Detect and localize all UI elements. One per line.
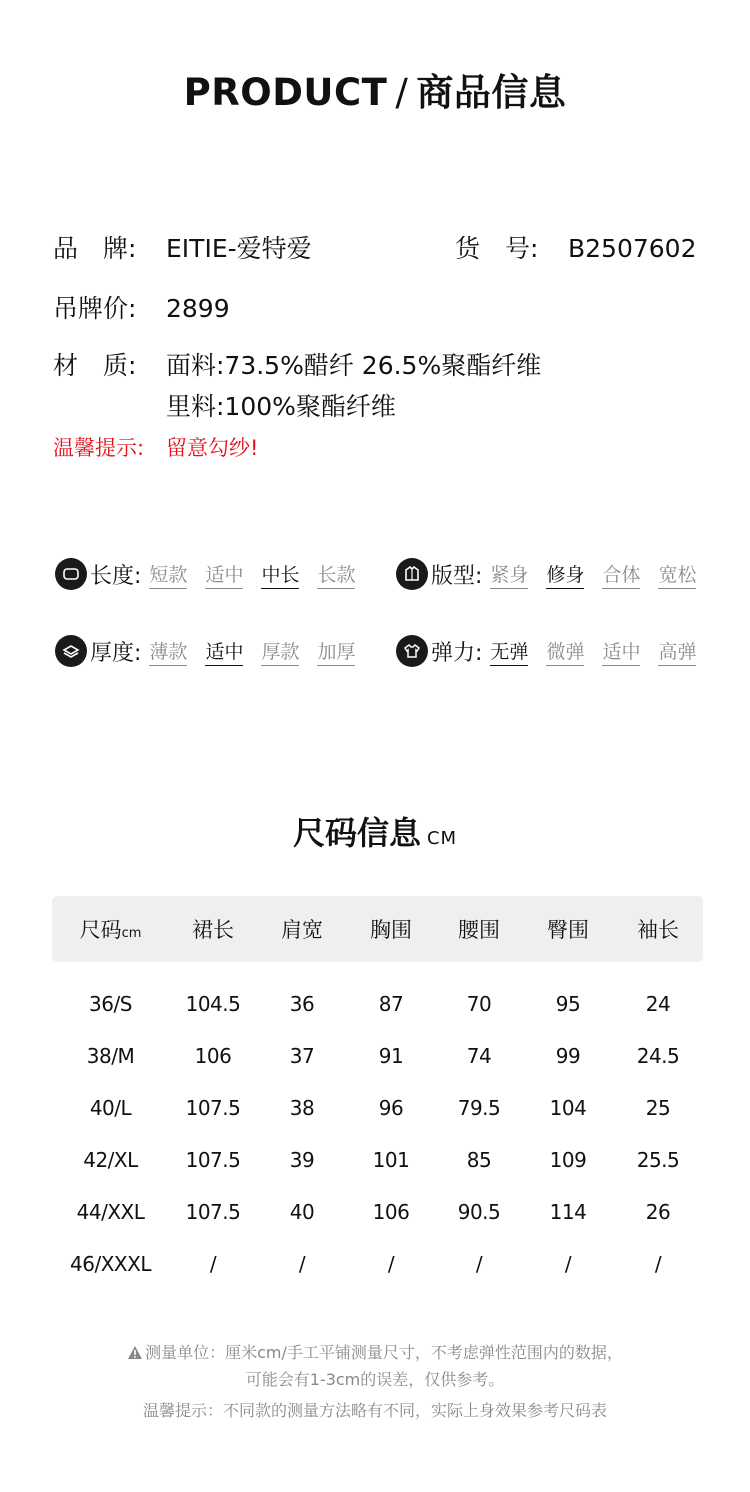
length-options bbox=[149, 560, 355, 589]
thickness-option-extra-thick: 加厚 bbox=[317, 637, 355, 666]
size-title-unit: CM bbox=[426, 828, 458, 849]
thickness-option-thin: 薄款 bbox=[149, 637, 187, 666]
table-cell: 101 bbox=[372, 1148, 410, 1172]
table-cell: 109 bbox=[549, 1148, 587, 1172]
material-row bbox=[53, 346, 541, 382]
attribute-row-2 bbox=[55, 633, 715, 669]
table-row bbox=[52, 978, 703, 1030]
brand-label: 品 牌: bbox=[53, 234, 137, 263]
product-title bbox=[0, 62, 750, 116]
price-label: 吊牌价: bbox=[53, 294, 137, 323]
fit-option-slim: 修身 bbox=[546, 560, 584, 589]
table-cell: 26 bbox=[645, 1200, 671, 1224]
table-cell: 40 bbox=[289, 1200, 315, 1224]
thickness-label: 厚度: bbox=[90, 640, 142, 666]
length-attribute bbox=[55, 556, 355, 592]
table-cell: 24 bbox=[645, 992, 671, 1016]
table-cell: / bbox=[475, 1252, 483, 1276]
table-cell: 85 bbox=[466, 1148, 492, 1172]
fit-attribute bbox=[396, 556, 696, 592]
brand-value: EITIE-爱特爱 bbox=[166, 234, 312, 263]
table-cell: 91 bbox=[378, 1044, 404, 1068]
fit-option-loose: 宽松 bbox=[658, 560, 696, 589]
elasticity-label: 弹力: bbox=[431, 640, 483, 666]
size-table bbox=[52, 896, 703, 1290]
table-cell: 104.5 bbox=[185, 992, 241, 1016]
table-cell: 107.5 bbox=[185, 1148, 241, 1172]
thickness-option-thick: 厚款 bbox=[261, 637, 299, 666]
sku-value: B2507602 bbox=[568, 234, 697, 263]
table-cell: / bbox=[564, 1252, 572, 1276]
length-option-medium: 适中 bbox=[205, 560, 243, 589]
brand-row bbox=[53, 229, 312, 265]
table-row bbox=[52, 1030, 703, 1082]
table-cell: / bbox=[298, 1252, 306, 1276]
sku-row bbox=[455, 229, 697, 265]
note-line-1-text: 测量单位：厘米cm/手工平铺测量尺寸，不考虑弹性范围内的数据， bbox=[145, 1343, 623, 1362]
fit-option-tight: 紧身 bbox=[490, 560, 528, 589]
table-cell: 46/XXXL bbox=[70, 1252, 151, 1276]
table-cell: 40/L bbox=[89, 1096, 132, 1120]
table-cell: 104 bbox=[549, 1096, 587, 1120]
price-value: 2899 bbox=[166, 294, 230, 323]
size-table-header bbox=[52, 896, 703, 962]
product-title-en: PRODUCT bbox=[183, 71, 388, 114]
header-hip: 臀围 bbox=[547, 918, 589, 942]
elasticity-option-slight: 微弹 bbox=[546, 637, 584, 666]
warning-label: 温馨提示: bbox=[53, 436, 145, 460]
sku-label: 货 号: bbox=[455, 234, 539, 263]
folded-shirt-icon bbox=[396, 558, 428, 590]
table-cell: 87 bbox=[378, 992, 404, 1016]
fit-option-regular: 合体 bbox=[602, 560, 640, 589]
table-row bbox=[52, 1082, 703, 1134]
fit-label: 版型: bbox=[431, 563, 483, 589]
header-size: 尺码cm bbox=[79, 918, 142, 942]
length-option-short: 短款 bbox=[149, 560, 187, 589]
material-line-2: 里料:100%聚酯纤维 bbox=[166, 392, 396, 421]
measurement-note-3: 温馨提示：不同款的测量方法略有不同，实际上身效果参考尺码表 bbox=[142, 1401, 607, 1420]
table-cell: 37 bbox=[289, 1044, 315, 1068]
fit-options bbox=[490, 560, 696, 589]
header-shoulder-width: 肩宽 bbox=[281, 918, 323, 942]
table-cell: 44/XXL bbox=[76, 1200, 145, 1224]
elasticity-option-high: 高弹 bbox=[658, 637, 696, 666]
material-line-1: 面料:73.5%醋纤 26.5%聚酯纤维 bbox=[166, 351, 542, 380]
table-cell: 25.5 bbox=[636, 1148, 680, 1172]
elasticity-options bbox=[490, 637, 696, 666]
table-cell: 38 bbox=[289, 1096, 315, 1120]
table-cell: / bbox=[387, 1252, 395, 1276]
header-skirt-length: 裙长 bbox=[192, 918, 234, 942]
table-cell: 106 bbox=[372, 1200, 410, 1224]
table-cell: 79.5 bbox=[457, 1096, 501, 1120]
table-cell: 106 bbox=[194, 1044, 232, 1068]
skirt-icon bbox=[55, 558, 87, 590]
size-title-text: 尺码信息 bbox=[292, 814, 421, 852]
measurement-note-2: 可能会有1-3cm的误差，仅供参考。 bbox=[245, 1370, 505, 1389]
table-cell: 107.5 bbox=[185, 1200, 241, 1224]
header-sleeve-length: 袖长 bbox=[637, 918, 679, 942]
elasticity-option-medium: 适中 bbox=[602, 637, 640, 666]
table-cell: / bbox=[654, 1252, 662, 1276]
table-cell: 42/XL bbox=[83, 1148, 138, 1172]
table-cell: 38/M bbox=[86, 1044, 135, 1068]
length-option-long: 长款 bbox=[317, 560, 355, 589]
price-row bbox=[53, 289, 230, 325]
table-cell: 24.5 bbox=[636, 1044, 680, 1068]
thickness-attribute bbox=[55, 633, 355, 669]
elasticity-attribute bbox=[396, 633, 696, 669]
attribute-row-1 bbox=[55, 556, 715, 592]
length-option-mid-long: 中长 bbox=[261, 560, 299, 589]
table-row bbox=[52, 1238, 703, 1290]
material-row-2 bbox=[53, 387, 396, 423]
table-cell: 107.5 bbox=[185, 1096, 241, 1120]
table-cell: 96 bbox=[378, 1096, 404, 1120]
table-cell: 39 bbox=[289, 1148, 315, 1172]
measurement-note-1 bbox=[0, 1340, 750, 1364]
table-cell: 99 bbox=[555, 1044, 581, 1068]
warning-text: 留意勾纱! bbox=[166, 436, 259, 460]
table-cell: 74 bbox=[466, 1044, 492, 1068]
table-cell: 36 bbox=[289, 992, 315, 1016]
table-cell: 25 bbox=[645, 1096, 671, 1120]
product-title-cn: 商品信息 bbox=[416, 71, 567, 114]
header-waist: 腰围 bbox=[458, 918, 500, 942]
table-cell: 114 bbox=[549, 1200, 587, 1224]
header-bust: 胸围 bbox=[370, 918, 412, 942]
t-shirt-icon bbox=[396, 635, 428, 667]
elasticity-option-none: 无弹 bbox=[490, 637, 528, 666]
warning-triangle-icon bbox=[127, 1345, 143, 1364]
table-row bbox=[52, 1186, 703, 1238]
material-label: 材 质: bbox=[53, 351, 137, 380]
thickness-option-medium: 适中 bbox=[205, 637, 243, 666]
length-label: 长度: bbox=[90, 563, 142, 589]
size-section-title bbox=[0, 808, 750, 854]
size-table-body bbox=[52, 962, 703, 1290]
table-cell: / bbox=[209, 1252, 217, 1276]
title-separator: / bbox=[395, 71, 409, 114]
fabric-layers-icon bbox=[55, 635, 87, 667]
table-cell: 36/S bbox=[89, 992, 132, 1016]
warning-row bbox=[53, 432, 258, 462]
table-cell: 90.5 bbox=[457, 1200, 501, 1224]
table-cell: 95 bbox=[555, 992, 581, 1016]
table-cell: 70 bbox=[466, 992, 492, 1016]
table-row bbox=[52, 1134, 703, 1186]
thickness-options bbox=[149, 637, 355, 666]
